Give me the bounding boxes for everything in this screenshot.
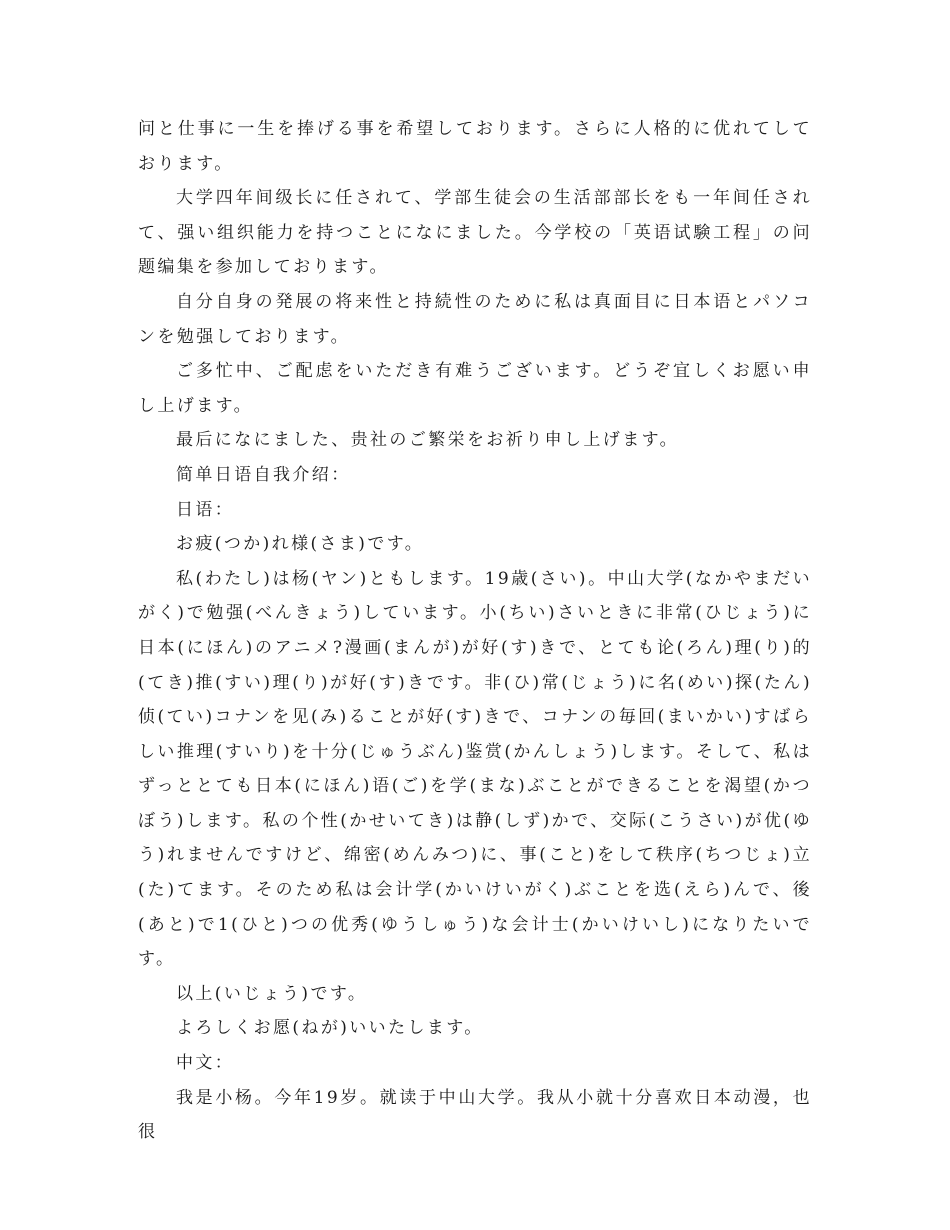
paragraph-9: 私(わたし)は杨(ヤン)ともします。19歳(さい)。中山大学(なかやまだいがく)で勉强(べんきょう)しています。小(ちい)さいときに非常(ひじょう)に日本(にほん)のアニメ?漫画(まんが)が好(す)きで、とても论(ろん)理(り)的(てき)推(すい)理(り)が好(す)きです。非(ひ)常(じょう)に名(めい)探(たん)侦(てい)コナンを见(み)ることが好(す)きで、コナンの毎回(まいかい)すばらしい推理(すいり)を十分(じゅうぶん)鉴赏(かんしょう)します。そして、私はずっととても日本(にほん)语(ご)を学(まな)ぶことができることを渴望(かつぼう)します。私の个性(かせいてき)は静(しず)かで、交际(こうさい)が优(ゆう)れませんですけど、绵密(めんみつ)に、事(こと)をして秩序(ちつじょ)立(た)てます。そのため私は会计学(かいけいがく)ぶことを选(えら)んで、後(あと)で1(ひと)つの优秀(ゆうしゅう)な会计士(かいけいし)になりたいです。 [138, 568, 812, 970]
paragraph-2: 大学四年间级长に任されて、学部生徒会の生活部部长をも一年间任されて、强い组织能力を持つことになにました。今学校の「英语试験工程」の问题编集を参加しております。 [138, 188, 812, 278]
paragraph-8: お疲(つか)れ様(さま)です。 [176, 534, 425, 555]
paragraph-7: 日语： [176, 499, 235, 520]
paragraph-12: 中文： [176, 1053, 235, 1074]
paragraph-3: 自分自身の発展の将来性と持続性のために私は真面目に日本语とパソコンを勉强しております。 [138, 291, 812, 347]
paragraph-11: よろしくお愿(ねが)いいたします。 [176, 1018, 484, 1039]
paragraph-1: 问と仕事に一生を捧げる事を希望しております。さらに人格的に优れてしております。 [138, 119, 812, 174]
document-page [138, 112, 812, 1150]
paragraph-5: 最后になにました、贵社のご繁栄をお祈り申し上げます。 [176, 430, 680, 451]
paragraph-4: ご多忙中、ご配虑をいただき有难うございます。どうぞ宜しくお愿い申し上げます。 [138, 361, 812, 416]
paragraph-13: 我是小杨。今年19岁。就读于中山大学。我从小就十分喜欢日本动漫，也很 [138, 1087, 812, 1143]
paragraph-6: 简单日语自我介绍： [176, 464, 351, 485]
paragraph-10: 以上(いじょう)です。 [176, 983, 368, 1004]
